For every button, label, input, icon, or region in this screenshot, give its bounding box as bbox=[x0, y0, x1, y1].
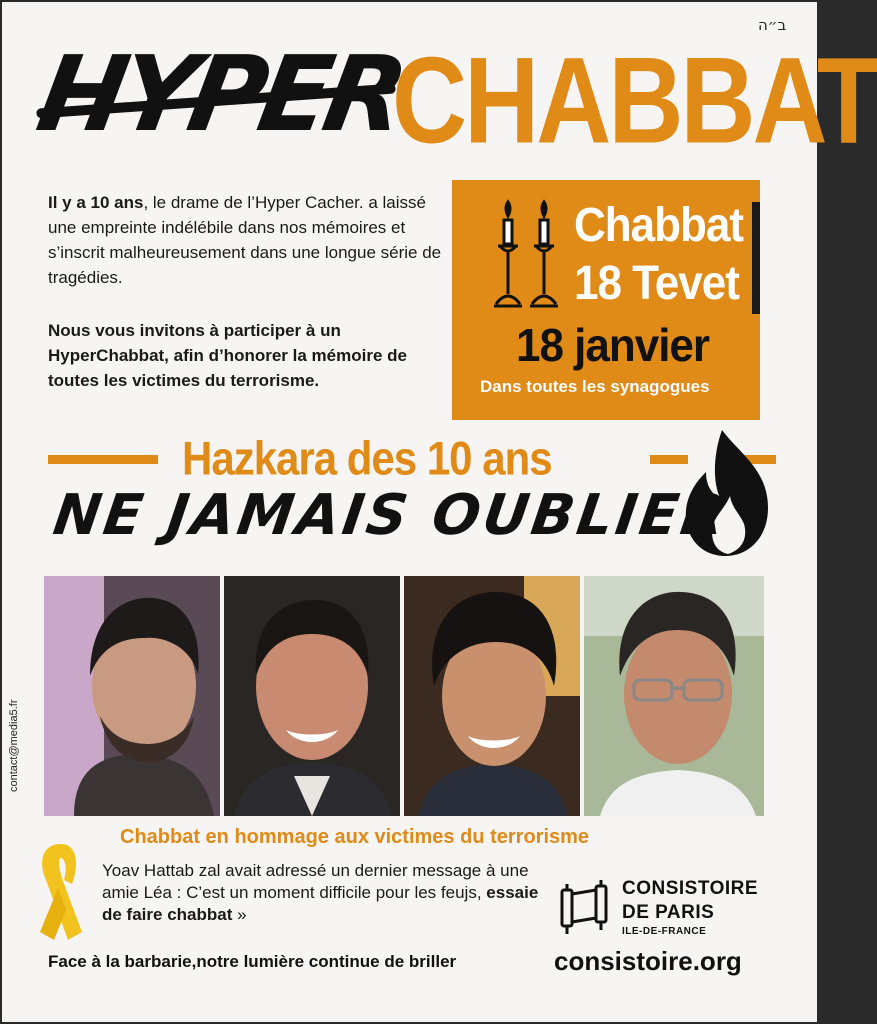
box-tevet: 18 Tevet bbox=[574, 256, 739, 310]
victim-photo-3 bbox=[404, 576, 580, 816]
tribute-message bbox=[102, 860, 562, 926]
candles-icon bbox=[490, 200, 562, 312]
divider-left bbox=[48, 455, 158, 464]
title-chabbat: CHABBAT bbox=[392, 32, 877, 170]
victim-photo-2 bbox=[224, 576, 400, 816]
box-chabbat: Chabbat bbox=[574, 198, 743, 252]
message-highlight: essaie de faire chabbat bbox=[102, 883, 539, 924]
poster bbox=[2, 2, 877, 1022]
intro-paragraph bbox=[48, 190, 444, 290]
closing-line: Face à la barbarie,notre lumière continue de briller bbox=[48, 952, 457, 971]
box-shadow-bar bbox=[752, 202, 760, 314]
org-name-line1: CONSISTOIRE bbox=[622, 878, 759, 899]
org-website[interactable]: consistoire.org bbox=[554, 946, 742, 976]
box-location: Dans toutes les synagogues bbox=[480, 377, 710, 396]
invitation-paragraph: Nous vous invitons à participer à un HyperChabbat, afin d’honorer la mémoire de toutes les victimes du terrorisme. bbox=[48, 321, 407, 390]
intro-lead: Il y a 10 ans bbox=[48, 193, 144, 212]
bh-mark: ב״ה bbox=[758, 16, 787, 34]
org-name-line2: DE PARIS bbox=[622, 902, 715, 923]
torah-scroll-icon bbox=[556, 880, 614, 936]
intro-text: , le drame de l’Hyper Cacher. a laissé une empreinte indélébile dans nos mémoires et s’inscrit malheureusement dans une longue série de tragédies. bbox=[48, 193, 442, 287]
hazkara-title: Hazkara des 10 ans bbox=[182, 432, 552, 485]
victim-photo-1 bbox=[44, 576, 220, 816]
photo-credit: contact@media5.fr bbox=[8, 699, 20, 792]
ribbon-icon bbox=[28, 840, 94, 944]
victim-photo-4 bbox=[584, 576, 764, 816]
title-hyper: HYPER bbox=[29, 33, 411, 155]
message-text: Yoav Hattab zal avait adressé un dernier message à une amie Léa : C’est un moment difficile pour les feujs, bbox=[102, 861, 529, 902]
box-date: 18 janvier bbox=[516, 320, 710, 372]
slogan: NE JAMAIS OUBLIER bbox=[49, 483, 732, 548]
tribute-heading: Chabbat en hommage aux victimes du terrorisme bbox=[120, 826, 590, 848]
date-box bbox=[452, 180, 760, 420]
org-name-line3: ILE-DE-FRANCE bbox=[622, 926, 707, 937]
message-end: » bbox=[232, 905, 247, 924]
